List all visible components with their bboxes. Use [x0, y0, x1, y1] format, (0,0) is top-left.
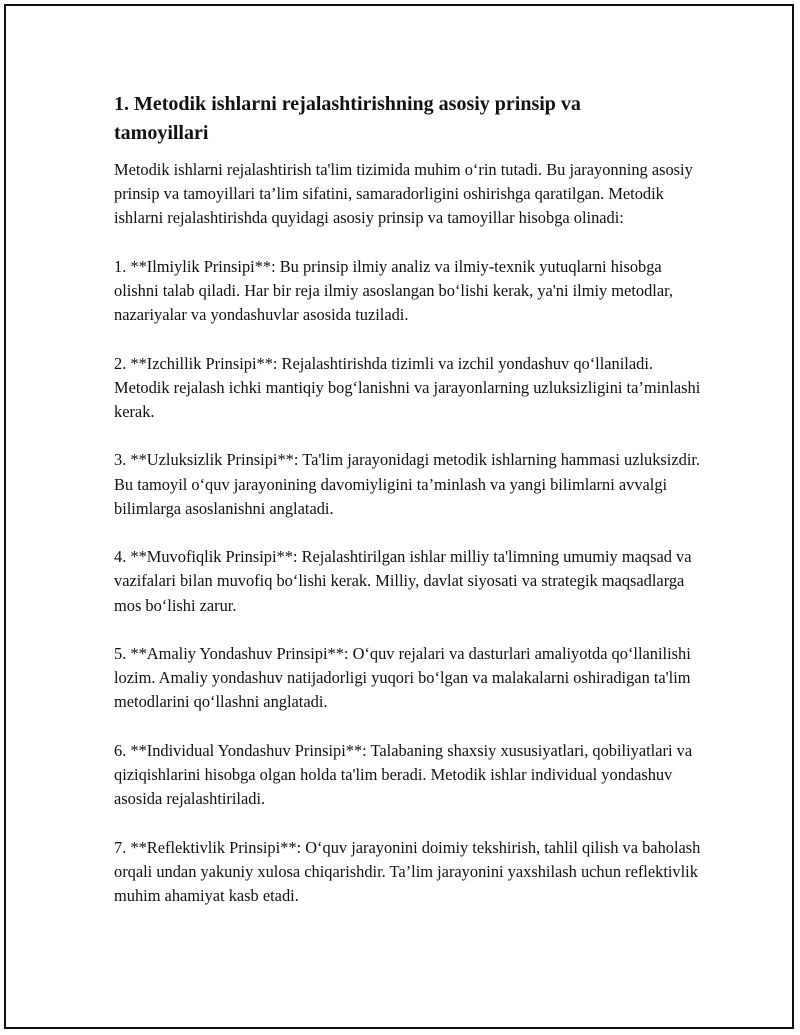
principle-paragraph-4: 4. **Muvofiqlik Prinsipi**: Rejalashtirilgan ishlar milliy ta'limning umumiy maqsad va vazifalari bilan muvofiq boʻlishi kerak. Milliy, davlat siyosati va strategik maqsadlarga mos boʻlishi zarur. [114, 547, 692, 615]
document-body [114, 90, 704, 908]
principle-paragraph-5: 5. **Amaliy Yondashuv Prinsipi**: Oʻquv rejalari va dasturlari amaliyotda qoʻllanilishi lozim. Amaliy yondashuv natijadorligi yuqori boʻlgan va malakalarni oshiradigan ta'lim metodlarini qoʻllashni anglatadi. [114, 643, 691, 712]
principle-paragraph-2: 2. **Izchillik Prinsipi**: Rejalashtirishda tizimli va izchil yondashuv qoʻllaniladi. Metodik rejalash ichki mantiqiy bogʻlanishni va jarayonlarning uzluksizligini ta’minlashi kerak. [114, 353, 701, 421]
intro-paragraph: Metodik ishlarni rejalashtirish ta'lim tizimida muhim oʻrin tutadi. Bu jarayonning asosiy prinsip va tamoyillari ta’lim sifatini, samaradorligini oshirishga qaratilgan. Metodik ishlarni rejalashtirishda quyidagi asosiy prinsip va tamoyillar hisobga olinadi: [114, 160, 693, 228]
principle-paragraph-6: 6. **Individual Yondashuv Prinsipi**: Talabaning shaxsiy xususiyatlari, qobiliyatlari va qiziqishlarini hisobga olgan holda ta'lim beradi. Metodik ishlar individual yondashuv asosida rejalashtiriladi. [114, 740, 693, 809]
document-title: 1. Metodik ishlarni rejalashtirishning asosiy prinsip va tamoyillari [114, 93, 581, 144]
principle-paragraph-7: 7. **Reflektivlik Prinsipi**: Oʻquv jarayonini doimiy tekshirish, tahlil qilish va baholash orqali undan yakuniy xulosa chiqarishdir. Ta’lim jarayonini yaxshilash uchun reflektivlik muhim ahamiyat kasb etadi. [114, 837, 701, 905]
principle-paragraph-1: 1. **Ilmiylik Prinsipi**: Bu prinsip ilmiy analiz va ilmiy-texnik yutuqlarni hisobga olishni talab qiladi. Har bir reja ilmiy asoslangan boʻlishi kerak, ya'ni ilmiy metodlar, nazariyalar va yondashuvlar asosida tuziladi. [114, 256, 673, 325]
principle-paragraph-3: 3. **Uzluksizlik Prinsipi**: Ta'lim jarayonidagi metodik ishlarning hammasi uzluksizdir. Bu tamoyil oʻquv jarayonining davomiyligini ta’minlash va yangi bilimlarni avvalgi bilimlarga asoslanishni anglatadi. [114, 450, 701, 518]
